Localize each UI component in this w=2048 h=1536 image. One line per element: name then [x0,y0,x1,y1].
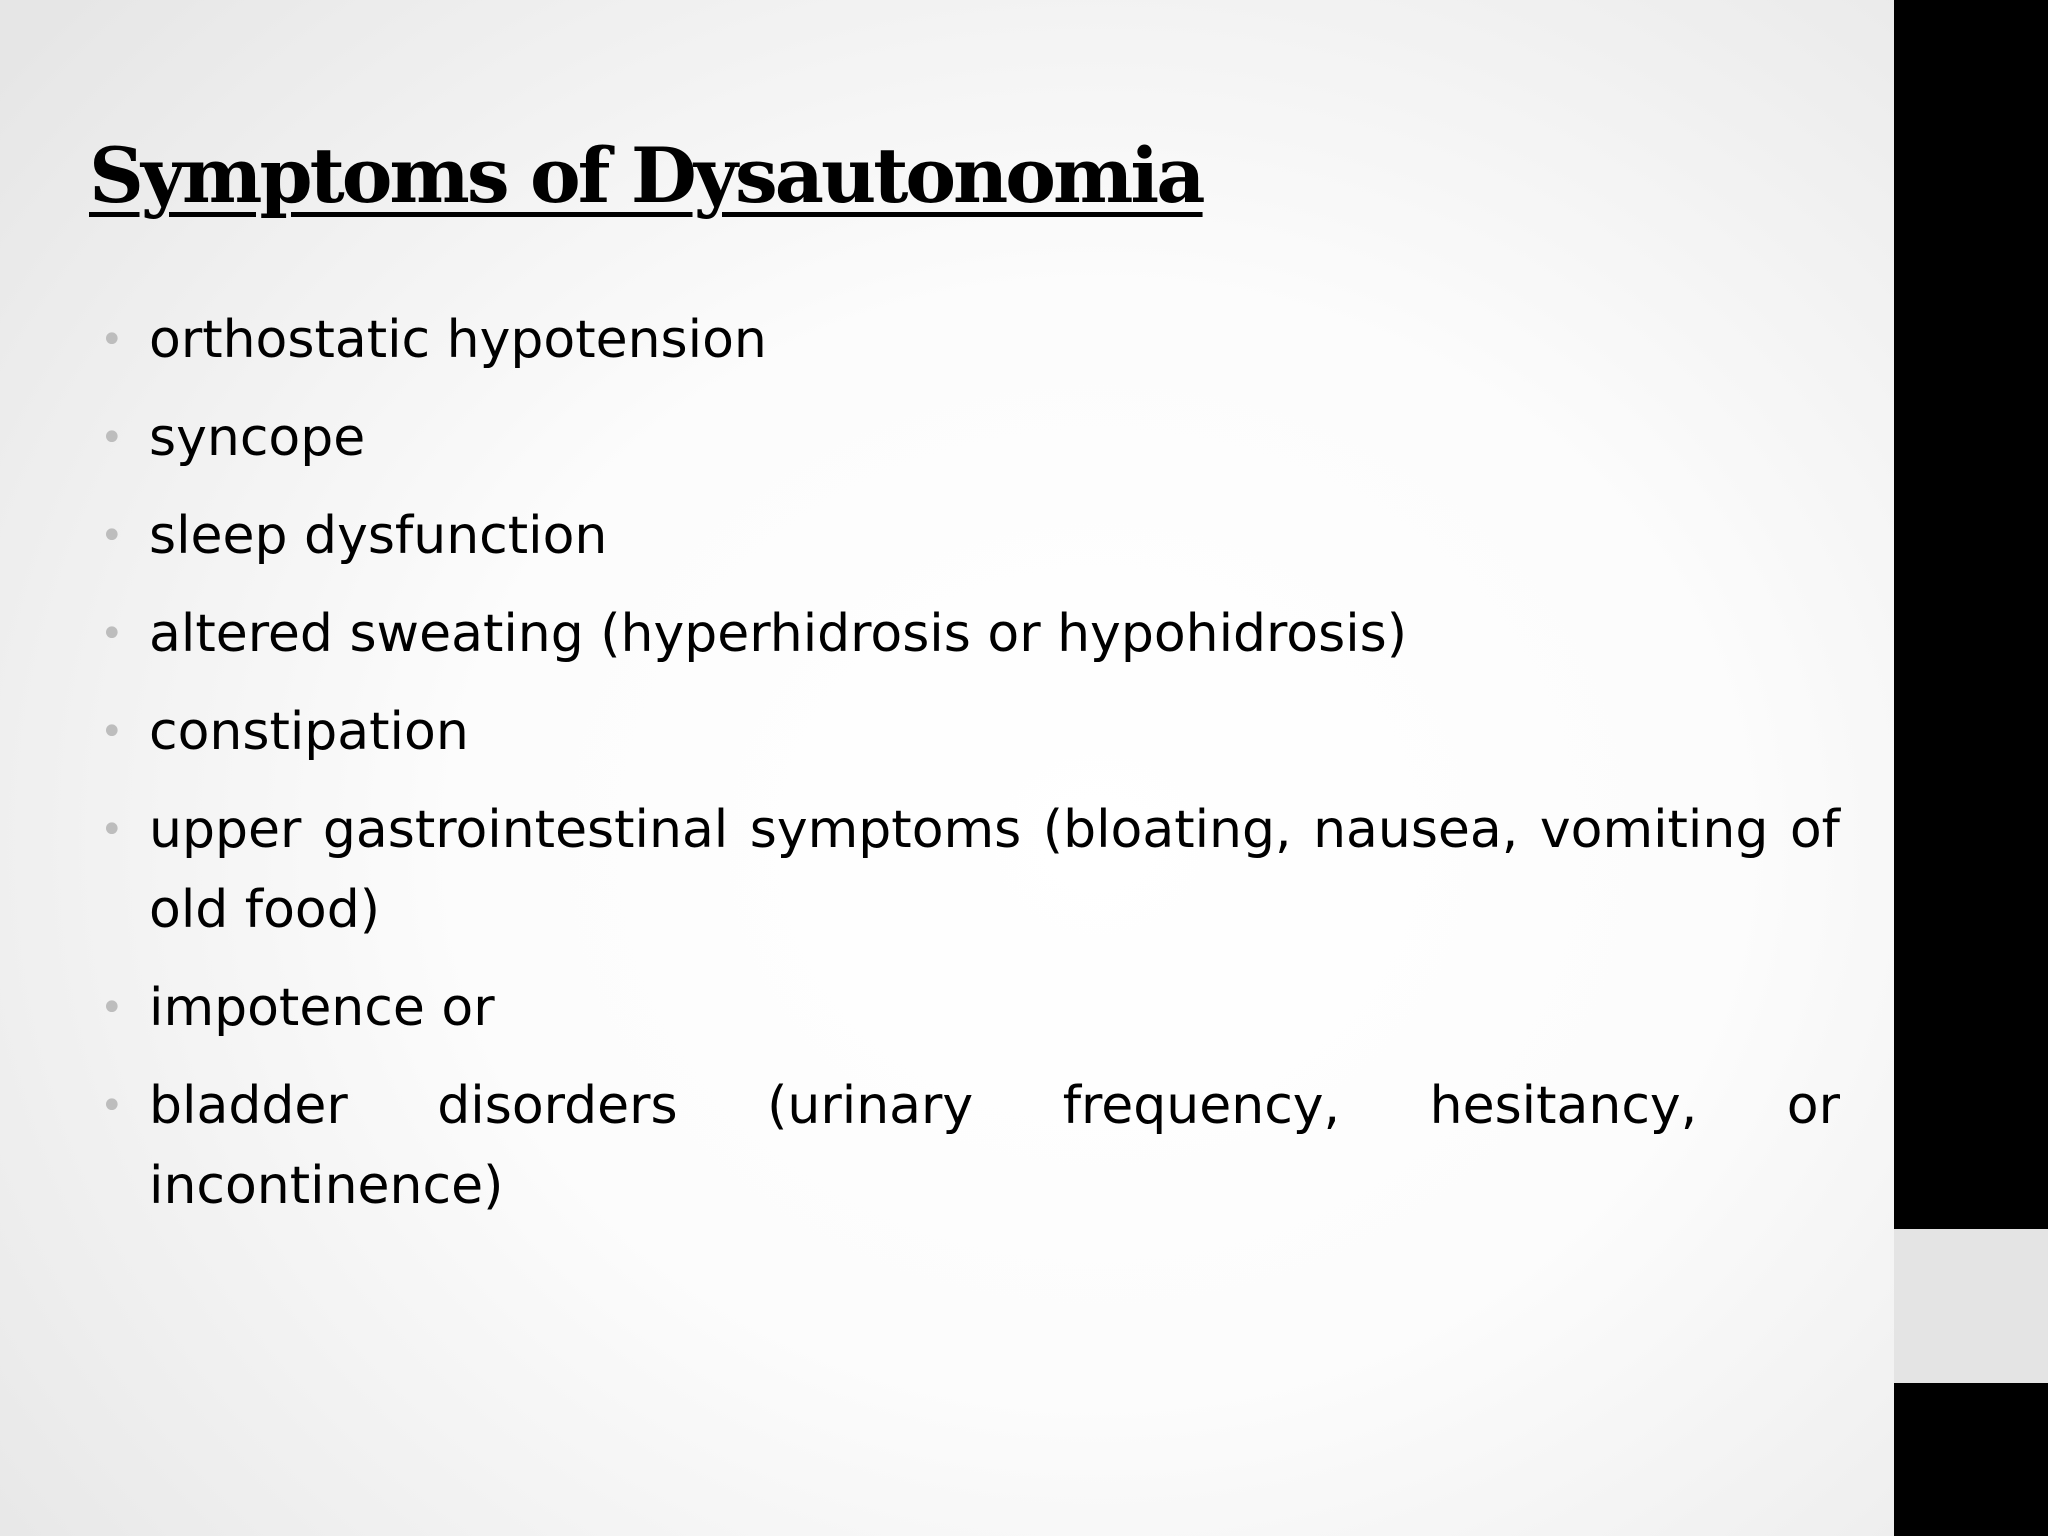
list-item [0,300,1840,380]
bullet-text: altered sweating (hyperhidrosis or hypohidrosis) [149,604,1408,664]
bullet-text: orthostatic hypotension [149,310,767,370]
side-bar-bottom [1894,1383,2048,1536]
bullet-text: bladder disorders (urinary frequency, hesitancy, or incontinence) [149,1076,1840,1216]
side-bar-top [1894,0,2048,1229]
bullet-text: upper gastrointestinal symptoms (bloating, nausea, vomiting of old food) [149,800,1840,940]
list-item [0,968,1840,1048]
bullet-icon: • [100,985,124,1031]
bullet-icon: • [100,513,124,559]
bullet-text: impotence or [149,978,495,1038]
list-item [0,496,1840,576]
bullet-icon: • [100,1083,124,1129]
list-item [0,790,1840,950]
bullet-text: syncope [149,408,366,468]
slide-title: Symptoms of Dysautonomia [89,131,1203,220]
bullet-text: constipation [149,702,469,762]
bullet-icon: • [100,709,124,755]
list-item [0,398,1840,478]
bullet-icon: • [100,415,124,461]
bullet-text: sleep dysfunction [149,506,608,566]
list-item [0,594,1840,674]
bullet-list [0,300,1840,1244]
side-bar-gap [1894,1229,2048,1383]
list-item [0,1066,1840,1226]
bullet-icon: • [100,807,124,853]
bullet-icon: • [100,317,124,363]
list-item [0,692,1840,772]
bullet-icon: • [100,611,124,657]
